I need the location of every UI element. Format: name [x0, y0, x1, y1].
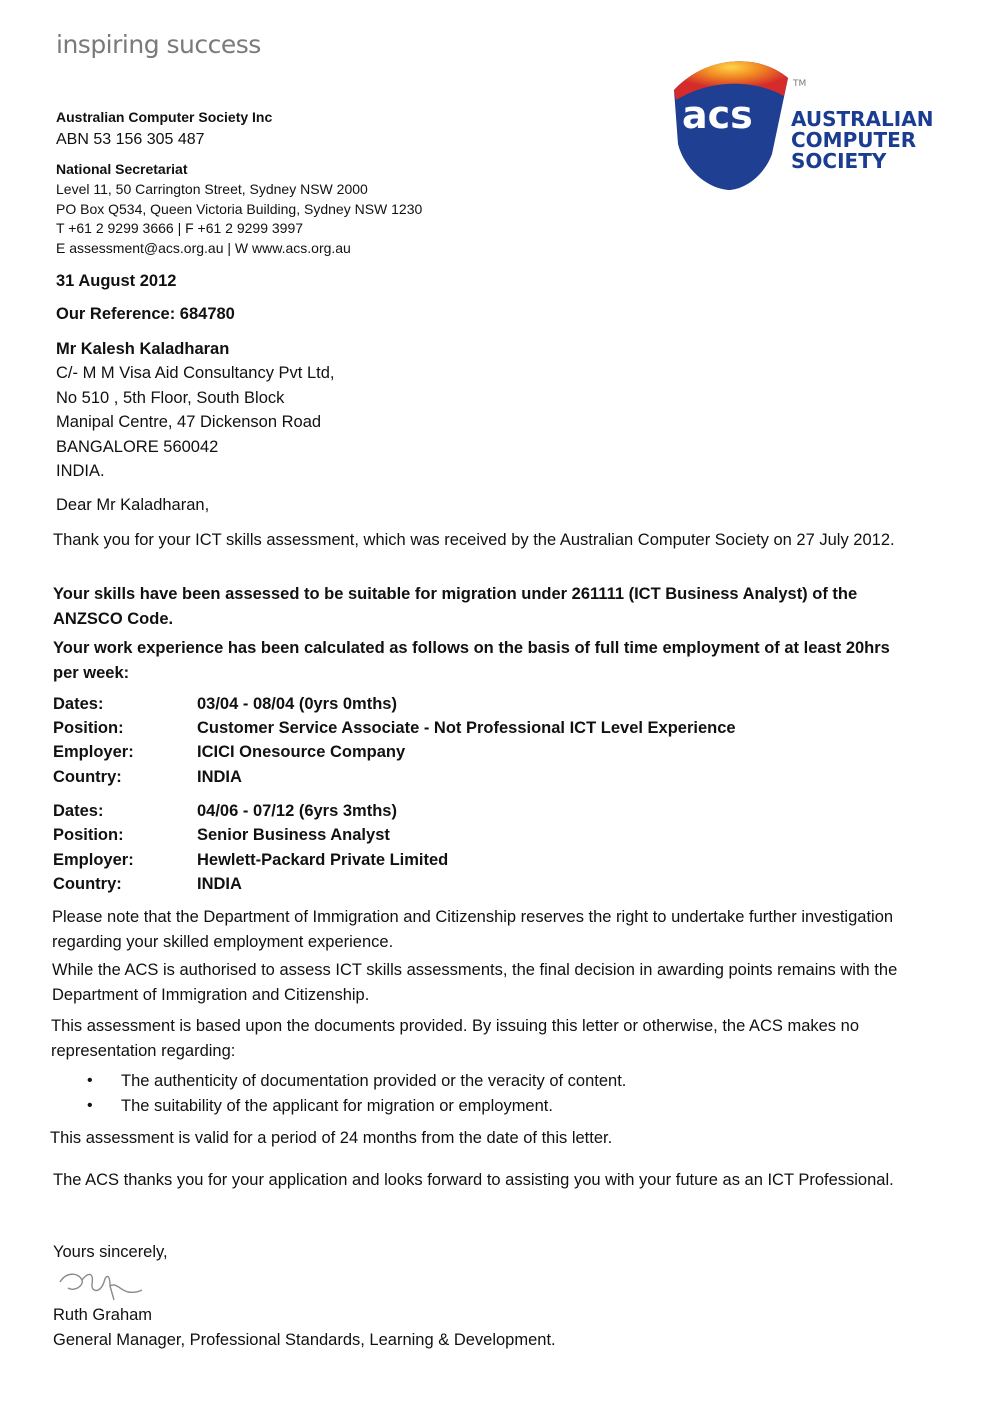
bullet-item-1: The authenticity of documentation provided or the veracity of content. [121, 1072, 627, 1090]
address-line-2: PO Box Q534, Queen Victoria Building, Sydney NSW 1230 [56, 201, 423, 217]
note-paragraph-1: Please note that the Department of Immigration and Citizenship reserves the right to undertake further investigation regarding your skilled employment experience. [52, 908, 894, 951]
abn: ABN 53 156 305 487 [56, 131, 205, 148]
address-line-1: Level 11, 50 Carrington Street, Sydney NSW 2000 [56, 181, 368, 197]
signature-image [56, 1262, 146, 1302]
signatory-title: General Manager, Professional Standards, Learning & Development. [53, 1331, 556, 1349]
recipient-address-line: No 510 , 5th Floor, South Block [56, 389, 285, 407]
recipient-address-line: Manipal Centre, 47 Dickenson Road [56, 413, 322, 431]
employment-1-position-label: Position: [53, 719, 124, 737]
closing-paragraph: The ACS thanks you for your application and looks forward to assisting you with your future as an ICT Professional. [53, 1171, 894, 1189]
note-paragraph-2: While the ACS is authorised to assess ICT skills assessments, the final decision in awarding points remains with the Department of Immigration and Citizenship. [52, 961, 898, 1004]
tagline: inspiring success [56, 30, 261, 59]
experience-intro: Your work experience has been calculated as follows on the basis of full time employment of at least 20hrs per week: [53, 639, 890, 682]
bullet-icon: • [87, 1097, 93, 1114]
note-paragraph-3: This assessment is based upon the documents provided. By issuing this letter or otherwise, the ACS makes no representation regarding: [51, 1017, 859, 1060]
employment-1-country-label: Country: [53, 768, 122, 786]
logo-name-line-3: SOCIETY [791, 149, 887, 173]
recipient-address-line: BANGALORE 560042 [56, 438, 219, 456]
validity-statement: This assessment is valid for a period of 24 months from the date of this letter. [50, 1129, 613, 1147]
skills-statement: Your skills have been assessed to be suitable for migration under 261111 (ICT Business Analyst) of the ANZSCO Code. [53, 585, 858, 628]
signatory-name: Ruth Graham [53, 1306, 153, 1324]
logo-tm: TM [793, 79, 807, 89]
contact-email: E assessment@acs.org.au | W www.acs.org.au [56, 240, 351, 256]
employment-2-dates-label: Dates: [53, 802, 104, 820]
logo-name-line-2: COMPUTER [791, 128, 917, 152]
recipient-address-line: C/- M M Visa Aid Consultancy Pvt Ltd, [56, 364, 335, 382]
employment-2-position: Senior Business Analyst [197, 826, 390, 844]
intro-paragraph: Thank you for your ICT skills assessment, which was received by the Australian Computer Society on 27 July 2012. [53, 531, 895, 549]
secretariat-title: National Secretariat [56, 161, 188, 177]
employment-2-country: INDIA [197, 875, 242, 893]
employment-2-country-label: Country: [53, 875, 122, 893]
logo-name-line-1: AUSTRALIAN [791, 107, 934, 131]
employment-2-employer: Hewlett-Packard Private Limited [197, 851, 449, 869]
employment-2-position-label: Position: [53, 826, 124, 844]
employment-1-country: INDIA [197, 768, 242, 786]
reference-number: Our Reference: 684780 [56, 305, 235, 323]
recipient-name: Mr Kalesh Kaladharan [56, 340, 230, 358]
logo-acs-text: acs [682, 93, 753, 137]
bullet-item-2: The suitability of the applicant for migration or employment. [121, 1097, 553, 1115]
org-name: Australian Computer Society Inc [56, 109, 273, 125]
employment-1-position: Customer Service Associate - Not Professional ICT Level Experience [197, 719, 736, 737]
bullet-icon: • [87, 1072, 93, 1089]
employment-1-dates: 03/04 - 08/04 (0yrs 0mths) [197, 695, 397, 713]
sign-off: Yours sincerely, [53, 1243, 168, 1261]
employment-1-employer-label: Employer: [53, 743, 134, 761]
employment-2-dates: 04/06 - 07/12 (6yrs 3mths) [197, 802, 397, 820]
salutation: Dear Mr Kaladharan, [56, 496, 210, 514]
contact-phone: T +61 2 9299 3666 | F +61 2 9299 3997 [56, 220, 304, 236]
employment-1-dates-label: Dates: [53, 695, 104, 713]
letter-date: 31 August 2012 [56, 272, 177, 290]
recipient-address-line: INDIA. [56, 462, 105, 480]
employment-2-employer-label: Employer: [53, 851, 134, 869]
acs-logo [668, 58, 934, 198]
employment-1-employer: ICICI Onesource Company [197, 743, 406, 761]
